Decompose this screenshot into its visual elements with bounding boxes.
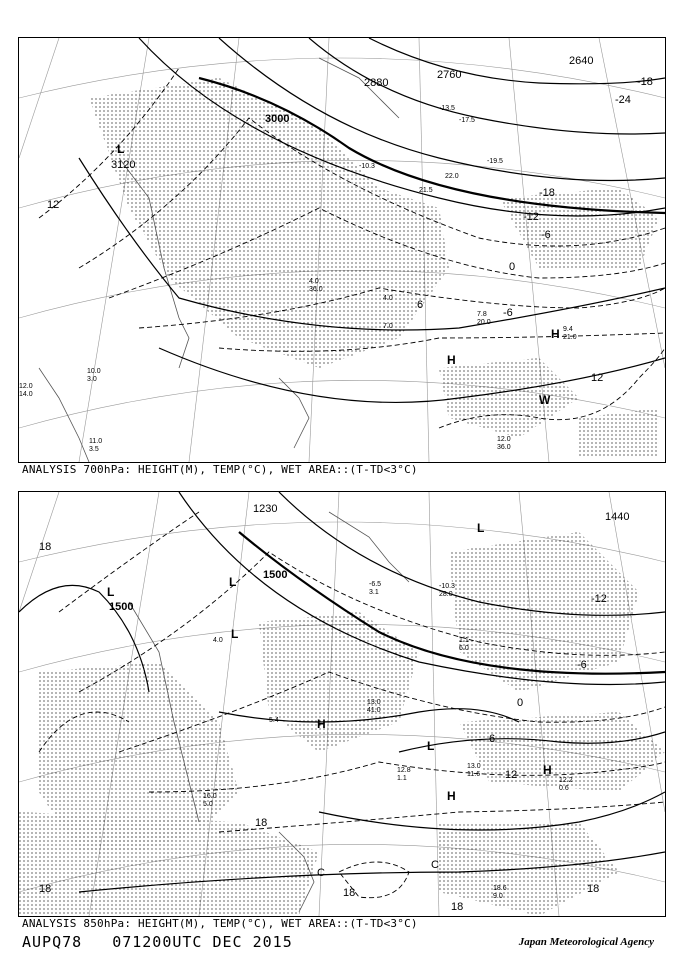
svg-text:3.1: 3.1 [369,589,379,596]
valid-time: 071200UTC DEC 2015 [112,933,293,951]
low-pressure-marker: L [229,575,237,589]
isotherm-label: 12 [591,372,604,384]
svg-text:9.4: 9.4 [563,326,573,333]
height-label: 1440 [605,511,630,523]
cold-marker: C [431,859,439,871]
svg-text:36.0: 36.0 [497,444,511,451]
svg-text:9.0: 9.0 [493,893,503,900]
svg-text:7.8: 7.8 [477,311,487,318]
isotherm-label: -12 [523,211,539,223]
svg-text:36.0: 36.0 [309,286,323,293]
isotherm-label: -24 [615,94,631,106]
isotherm-label: 12 [505,769,518,781]
svg-text:-17.5: -17.5 [459,117,475,124]
svg-text:21.5: 21.5 [419,187,433,194]
svg-text:41.0: 41.0 [367,707,381,714]
high-pressure-marker: H [447,789,456,803]
height-label: 1500 [263,569,288,581]
height-label: 2880 [364,77,389,89]
map-700hpa-canvas [19,38,665,462]
height-label: 3120 [111,159,136,171]
svg-text:3.5: 3.5 [89,446,99,453]
map-panel-700hpa [18,37,666,463]
svg-text:12.0: 12.0 [19,383,33,390]
height-label: 2760 [437,69,462,81]
svg-text:22.0: 22.0 [445,173,459,180]
caption-850hpa: ANALYSIS 850hPa: HEIGHT(M), TEMP(°C), WET AREA::(T-TD<3°C) [22,917,418,930]
high-pressure-marker: H [551,327,560,341]
low-pressure-marker: L [231,627,239,641]
svg-text:4.0: 4.0 [213,637,223,644]
isotherm-label: -12 [591,593,607,605]
svg-text:5.0: 5.0 [203,801,213,808]
isotherm-label: 18 [39,883,52,895]
wet-areas [89,78,659,458]
high-pressure-marker: H [447,353,456,367]
isotherm-label: -18 [539,187,555,199]
warm-marker: W [539,393,551,407]
svg-text:13.0: 13.0 [467,763,481,770]
isotherm-label: 18 [451,901,464,913]
isotherm-label: 0 [517,697,524,709]
isotherm-label: 18 [587,883,600,895]
map-panel-850hpa [18,491,666,917]
svg-text:3.0: 3.0 [87,376,97,383]
svg-text:4.0: 4.0 [309,278,319,285]
svg-text:-13.5: -13.5 [439,105,455,112]
height-label: 2640 [569,55,594,67]
svg-text:11.6: 11.6 [467,771,481,778]
svg-text:18.6: 18.6 [493,885,507,892]
isotherm-label: 12 [47,199,60,211]
svg-text:10.0: 10.0 [87,368,101,375]
isotherm-label: 0 [509,261,516,273]
agency-name: Japan Meteorological Agency [518,936,654,948]
isotherm-label: 18 [255,817,268,829]
svg-text:0.6: 0.6 [559,785,569,792]
high-pressure-marker: H [543,763,552,777]
height-label: 1230 [253,503,278,515]
svg-text:12.0: 12.0 [497,436,511,443]
svg-text:5.4: 5.4 [269,717,279,724]
chart-id: AUPQ78 [22,933,83,951]
svg-text:-6.5: -6.5 [369,581,382,588]
high-pressure-marker: H [317,717,326,731]
svg-text:12.8: 12.8 [397,767,411,774]
low-pressure-marker: L [117,142,125,156]
isotherm-label: -6 [503,307,513,319]
svg-text:-19.5: -19.5 [487,158,503,165]
wet-areas [19,532,665,916]
isotherm-label: 18 [343,887,356,899]
isotherm-label: 6 [489,733,496,745]
svg-text:14.0: 14.0 [19,391,33,398]
height-label: 3000 [265,113,290,125]
svg-text:1.1: 1.1 [397,775,407,782]
svg-text:28.0: 28.0 [439,591,453,598]
chart-identifier [22,933,323,951]
isotherm-label: 6 [417,299,424,311]
svg-text:7.0: 7.0 [383,323,393,330]
svg-text:6.0: 6.0 [459,645,469,652]
cold-marker: C [317,867,325,879]
svg-text:20.0: 20.0 [477,319,491,326]
svg-text:4.0: 4.0 [383,295,393,302]
low-pressure-marker: L [477,521,485,535]
height-label: 1500 [109,601,134,613]
isotherm-label: 18 [39,541,52,553]
svg-text:1.1: 1.1 [459,637,469,644]
svg-text:21.0: 21.0 [563,334,577,341]
svg-text:-10.3: -10.3 [359,163,375,170]
svg-text:11.0: 11.0 [89,438,103,445]
svg-text:-10.3: -10.3 [439,583,455,590]
isotherm-label: -6 [577,659,587,671]
svg-text:12.2: 12.2 [559,777,573,784]
caption-700hpa: ANALYSIS 700hPa: HEIGHT(M), TEMP(°C), WET AREA::(T-TD<3°C) [22,463,418,476]
isotherm-label: -6 [541,229,551,241]
map-850hpa-canvas [19,492,665,916]
isotherm-label: -18 [637,76,653,88]
svg-text:16.0: 16.0 [203,793,217,800]
low-pressure-marker: L [107,585,115,599]
svg-text:13.0: 13.0 [367,699,381,706]
low-pressure-marker: L [427,739,435,753]
